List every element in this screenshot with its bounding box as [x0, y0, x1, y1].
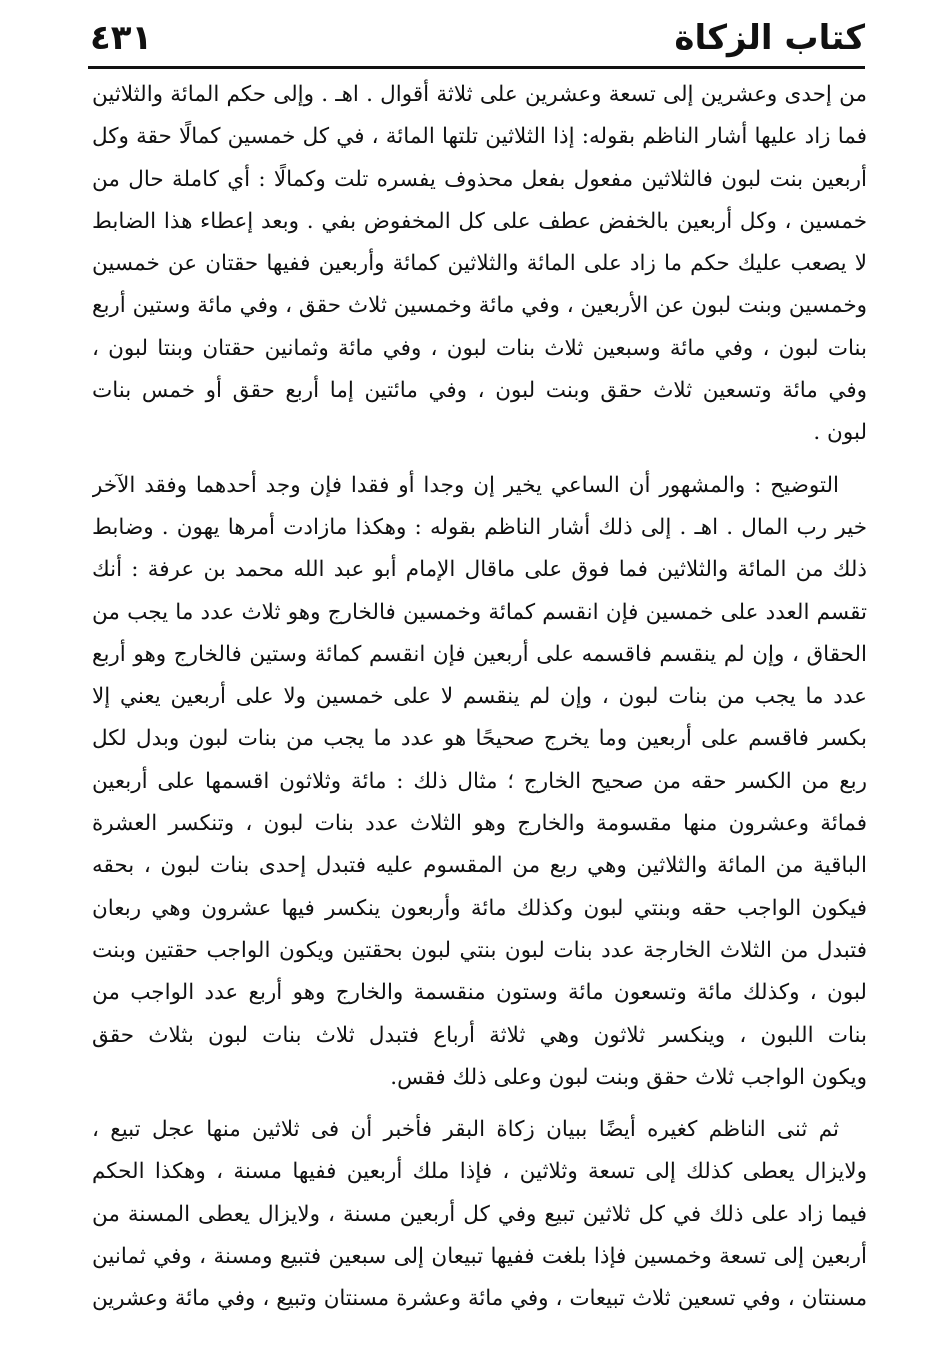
text-line: الباقية من المائة والثلاثين وهي ربع من المقسوم عليه فتبدل إحدى بنات لبون ، بحقه: [92, 853, 867, 879]
text-line: ربع من الكسر حقه من صحيح الخارج ؛ مثال ذلك : مائة وثلاثون اقسمها على أربعين: [92, 768, 867, 794]
text-line: من إحدى وعشرين إلى تسعة وعشرين على ثلاثة أقوال . اهـ . وإلى حكم المائة والثلاثين: [92, 82, 867, 107]
paragraph-zakat-cattle: [92, 1109, 867, 1320]
text-line: خير رب المال . اهـ . إلى ذلك أشار الناظم بقوله : وهكذا مازادت أمرها يهون . وضابط: [92, 514, 867, 540]
text-line: التوضيح : والمشهور أن الساعي يخير إن وجدا أو فقدا فإن وجد أحدهما وفقد الآخر: [92, 472, 839, 498]
text-line: الحقاق ، وإن لم ينقسم فاقسمه على أربعين فإن انقسم كمائة وستين فالخارج وهو أربع: [92, 641, 867, 667]
text-line: فيما زاد على ذلك في كل ثلاثين تبيع وفي كل أربعين مسنة ، ولايزال يعطى المسنة من: [92, 1201, 867, 1227]
text-line: ثم ثنى الناظم كغيره أيضًا ببيان زكاة البقر فأخبر أن فى ثلاثين منها عجل تبيع ،: [92, 1117, 839, 1143]
text-line: تقسم العدد على خمسين فإن انقسم كمائة وخمسين فالخارج وهو ثلاث عدد ما يجب من: [92, 599, 867, 625]
text-line: ولايزال يعطى كذلك إلى تسعة وثلاثين ، فإذا ملك أربعين ففيها مسنة ، وهكذا الحكم: [92, 1159, 867, 1185]
header-divider: [88, 66, 865, 69]
page-number: ٤٣١: [90, 18, 153, 58]
paragraph-zakat-camels: [92, 74, 867, 455]
text-line: أربعين إلى تسعة وخمسين فإذا بلغت ففيها تبيعان إلى سبعين فتبيع ومسنة ، وفي ثمانين: [92, 1244, 867, 1270]
text-line: ذلك من المائة والثلاثين فما فوق على ماقال الإمام أبو عبد الله محمد بن عرفة : أنك: [92, 557, 867, 583]
text-line: لا يصعب عليك حكم ما زاد على المائة والثلاثين كمائة وأربعين ففيها حقتان عن خمسين: [92, 251, 867, 277]
text-line: لبون .: [813, 420, 867, 446]
text-line: مسنتان ، وفي تسعين ثلاث تبيعات ، وفي مائة وعشرة مسنتان وتبيع ، وفي مائة وعشرين: [92, 1286, 867, 1312]
text-line: أربعين بنت لبون فالثلاثين مفعول بفعل محذوف يفسره تلت وكمالًا : أي كاملة حال من: [92, 166, 867, 192]
text-line: لبون ، وكذلك مائة وتسعون مائة وستون منقسمة والخارج وهو أربع عدد الواجب من: [92, 980, 867, 1006]
text-line: فتبدل من الثلاث الخارجة عدد بنات لبون بنتي لبون بحقتين ويكون الواجب حقتين وبنت: [92, 937, 867, 963]
text-line: وخمسين وبنت لبون عن الأربعين ، وفي مائة وخمسين ثلاث حقق ، وفي مائة وستين أربع: [92, 293, 867, 319]
chapter-title: كتاب الزكاة: [674, 18, 865, 58]
paragraph-tawdih: [92, 465, 867, 1099]
text-line: بنات اللبون ، وينكسر ثلاثون وهي ثلاثة أرباع فتبدل ثلاث بنات لبون بثلاث حقق: [92, 1022, 867, 1048]
text-line: خمسين ، وكل أربعين بالخفض عطف على كل المخفوض بفي . وبعد إعطاء هذا الضابط: [92, 208, 867, 234]
text-line: فما زاد عليها أشار الناظم بقوله: إذا الثلاثين تلتها المائة ، في كل خمسين كمالًا حقة وكل: [92, 124, 867, 150]
text-line: عدد ما يجب من بنات لبون ، وإن لم ينقسم لا على خمسين ولا على أربعين يعني إلا: [92, 684, 867, 710]
body-text: [92, 74, 867, 1321]
text-line: وفي مائة وتسعين ثلاث حقق وبنت لبون ، وفي مائتين إما أربع حقق أو خمس بنات: [92, 378, 867, 404]
text-line: بنات لبون ، وفي مائة وسبعين ثلاث بنات لبون ، وفي مائة وثمانين حقتان وبنتا لبون ،: [92, 335, 867, 361]
text-line: فيكون الواجب حقه وبنتي لبون وكذلك مائة وأربعون ينكسر فيها عشرون وهي ربعان: [92, 895, 867, 921]
text-line: بكسر فاقسم على أربعين وما يخرج صحيحًا هو عدد ما يجب من بنات لبون وبدل لكل: [92, 726, 867, 752]
running-header: [90, 14, 865, 66]
text-line: فمائة وعشرون منها مقسومة والخارج وهو الثلاث عدد بنات لبون ، وتنكسر العشرة: [92, 811, 867, 837]
text-line: ويكون الواجب ثلاث حقق وبنت لبون وعلى ذلك فقس.: [390, 1064, 867, 1090]
